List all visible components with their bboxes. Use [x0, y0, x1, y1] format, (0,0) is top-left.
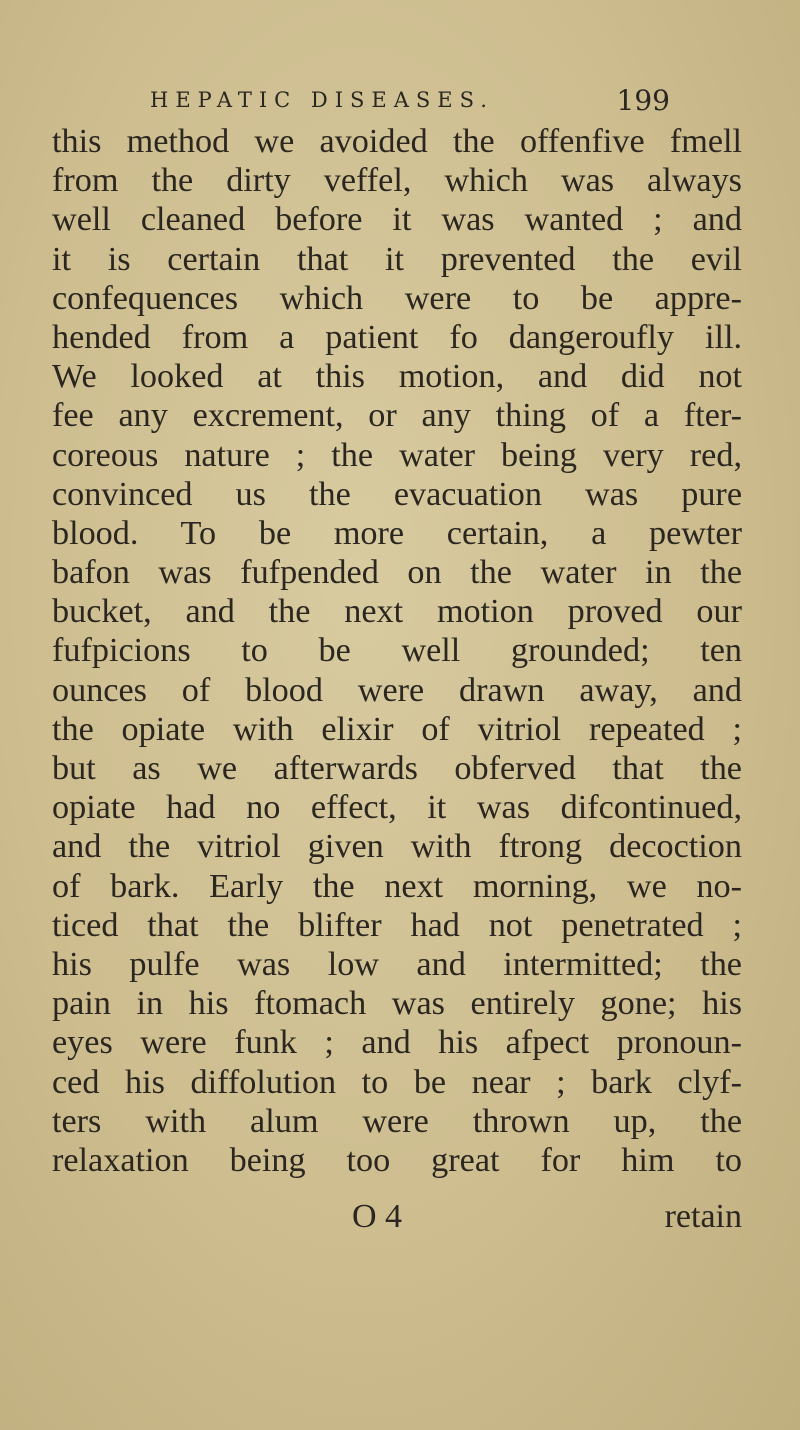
body-text — [52, 122, 742, 1180]
text-line: bafon was fufpended on the water in the — [52, 554, 742, 592]
running-title: HEPATIC DISEASES. — [150, 88, 494, 112]
text-line: the opiate with elixir of vitriol repeated ; — [52, 710, 742, 748]
text-line: relaxation being too great for him to — [52, 1141, 742, 1179]
text-line: coreous nature ; the water being very red, — [52, 436, 742, 474]
text-line: fufpicions to be well grounded; ten — [52, 632, 742, 670]
text-line: ounces of blood were drawn away, and — [52, 671, 742, 709]
page-number: 199 — [616, 84, 670, 117]
text-line: ced his diffolution to be near ; bark clyf- — [52, 1063, 742, 1101]
text-line: blood. To be more certain, a pewter — [52, 514, 742, 552]
text-line: well cleaned before it was wanted ; and — [52, 201, 742, 239]
text-line: it is certain that it prevented the evil — [52, 240, 742, 278]
text-line: of bark. Early the next morning, we no- — [52, 867, 742, 905]
text-line: hended from a patient fo dangeroufly ill. — [52, 318, 742, 356]
text-line: pain in his ftomach was entirely gone; his — [52, 985, 742, 1023]
text-line: ters with alum were thrown up, the — [52, 1102, 742, 1140]
text-line: from the dirty veffel, which was always — [52, 162, 742, 200]
text-line: but as we afterwards obferved that the — [52, 750, 742, 787]
text-line: and the vitriol given with ftrong decoction — [52, 828, 742, 866]
text-line: bucket, and the next motion proved our — [52, 593, 742, 631]
signature-mark: O 4 — [352, 1198, 403, 1235]
text-line: We looked at this motion, and did not — [52, 358, 742, 396]
text-line: ticed that the blifter had not penetrated ; — [52, 906, 742, 944]
text-line: fee any excrement, or any thing of a fter- — [52, 397, 742, 435]
text-line: opiate had no effect, it was difcontinued, — [52, 789, 742, 827]
catchword: retain — [664, 1198, 742, 1235]
text-line: eyes were funk ; and his afpect pronoun- — [52, 1024, 742, 1062]
text-line: his pulfe was low and intermitted; the — [52, 945, 742, 983]
catchline — [52, 1198, 742, 1238]
text-line: convinced us the evacuation was pure — [52, 475, 742, 513]
running-head — [150, 84, 670, 120]
text-line: this method we avoided the offenfive fmell — [52, 123, 742, 160]
text-line: confequences which were to be appre- — [52, 279, 742, 317]
